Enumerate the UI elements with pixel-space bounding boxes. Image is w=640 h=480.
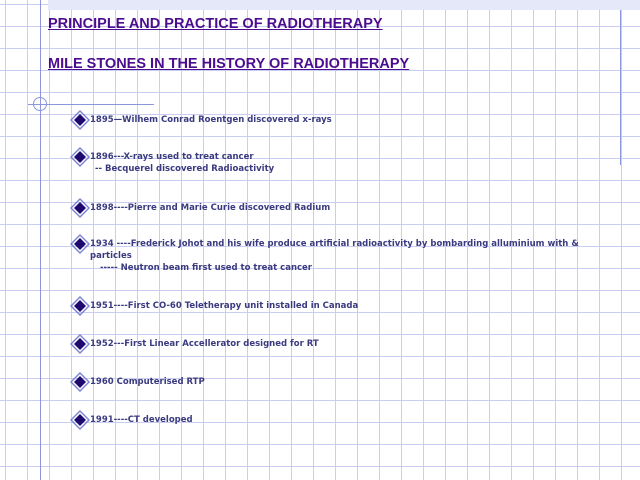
milestone-main-text: 1951----First CO-60 Teletherapy unit installed in Canada xyxy=(90,301,359,311)
milestone-sub-text: ----- Neutron beam first used to treat cancer xyxy=(100,263,312,273)
milestone-main-text: 1991----CT developed xyxy=(90,415,193,425)
diamond-icon xyxy=(70,296,90,316)
diamond-icon xyxy=(70,198,90,218)
circle-ornament xyxy=(33,97,47,111)
diamond-icon xyxy=(70,334,90,354)
milestone-item xyxy=(90,377,590,389)
diamond-icon xyxy=(70,372,90,392)
milestone-item xyxy=(90,301,590,313)
diamond-icon xyxy=(70,147,90,167)
milestone-main-text: 1952---First Linear Accellerator designed for RT xyxy=(90,339,319,349)
diamond-icon xyxy=(70,234,90,254)
milestone-item xyxy=(90,203,590,215)
milestone-main-text: 1898----Pierre and Marie Curie discovered Radium xyxy=(90,203,331,213)
milestone-item xyxy=(90,115,590,127)
slide-title: PRINCIPLE AND PRACTICE OF RADIOTHERAPY xyxy=(48,16,383,32)
milestone-item xyxy=(90,152,590,175)
diamond-icon xyxy=(70,110,90,130)
milestone-item xyxy=(90,339,590,351)
milestone-main-text: 1895—Wilhem Conrad Roentgen discovered x-rays xyxy=(90,115,332,125)
slide-subtitle: MILE STONES IN THE HISTORY OF RADIOTHERAPY xyxy=(48,56,410,72)
milestone-item xyxy=(90,415,590,427)
milestone-sub-text: -- Becquerel discovered Radioactivity xyxy=(95,163,275,174)
diamond-icon xyxy=(70,410,90,430)
milestone-item xyxy=(90,239,590,275)
right-rule-line xyxy=(620,10,621,165)
milestone-main-text: 1960 Computerised RTP xyxy=(90,377,205,387)
top-accent-bar xyxy=(48,0,640,10)
milestone-main-text: 1896---X-rays used to treat cancer xyxy=(90,152,254,162)
left-rule-line xyxy=(40,0,41,480)
milestone-main-text: 1934 ----Frederick Johot and his wife produce artificial radioactivity by bombarding alluminium with & particles xyxy=(90,239,579,261)
